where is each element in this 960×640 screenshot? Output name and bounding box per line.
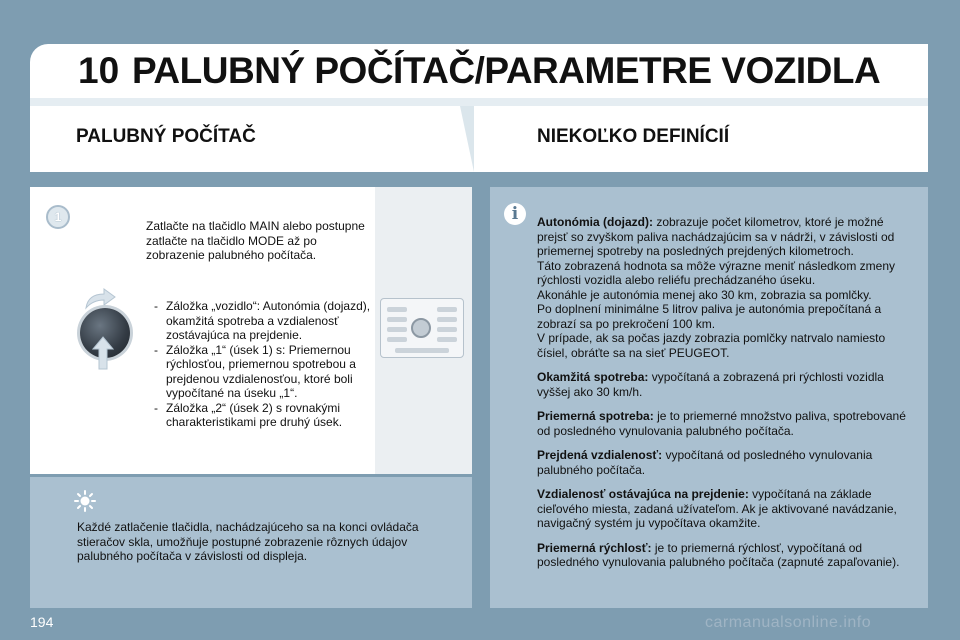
- list-item: - Záložka „2“ (úsek 2) s rovnakými charakteristikami pre druhý úsek.: [146, 401, 371, 430]
- definition-average-consumption: [537, 409, 917, 438]
- turn-arrow-icon: [84, 288, 116, 310]
- definition-term: Autonómia (dojazd):: [537, 215, 653, 229]
- definition-text: vypočítaná na základe cieľového miesta, zadaná užívateľom. Ak je aktivované navádzanie, navigačný systém ju vypočítava okamžite.: [537, 487, 897, 530]
- definition-remaining-distance: [537, 487, 917, 531]
- list-item: - Záložka „vozidlo“: Autonómia (dojazd), okamžitá spotreba a vzdialenosť zostávajúca na prejdenie.: [146, 299, 371, 343]
- step-badge: 1: [46, 205, 70, 229]
- definition-note: Táto zobrazená hodnota sa môže výrazne meniť následkom zmeny rýchlosti vozidla alebo reliéfu prechádzaného úseku.: [537, 258, 896, 287]
- page-number: 194: [30, 614, 54, 630]
- right-section-heading: NIEKOĽKO DEFINÍCIÍ: [537, 126, 730, 147]
- step-list: [146, 299, 371, 430]
- info-icon: i: [504, 203, 526, 225]
- page-title: PALUBNÝ POČÍTAČ/PARAMETRE VOZIDLA: [132, 50, 881, 91]
- definition-term: Priemerná rýchlosť:: [537, 540, 652, 555]
- tip-text: Každé zatlačenie tlačidla, nachádzajúceho sa na konci ovládača stieračov skla, umožňuje postupné zobrazenie rôznych údajov palubného počítača v závislosti od displeja.: [77, 520, 419, 563]
- push-arrow-icon: [92, 336, 114, 370]
- definition-note: Akonáhle je autonómia menej ako 30 km, zobrazia sa pomlčky.: [537, 287, 872, 302]
- definition-term: Okamžitá spotreba:: [537, 370, 649, 384]
- definition-term: Vzdialenosť ostávajúca na prejdenie:: [537, 487, 749, 501]
- subheader-divider: [460, 106, 474, 172]
- definition-note: V prípade, ak sa počas jazdy zobrazia pomlčky natrvalo namiesto čísiel, obráťte sa na sieť PEUGEOT.: [537, 331, 886, 360]
- definition-text: zobrazuje počet kilometrov, ktoré je možné prejsť so zvyškom paliva nachádzajúcim sa v nádrži, v závislosti od priemernej spotreby na posledných prejdených kilometroch.: [537, 215, 895, 258]
- tip-sun-icon: [74, 490, 96, 512]
- step-intro-text: Zatlačte na tlačidlo MAIN alebo postupne zatlačte na tlačidlo MODE až po zobrazenie palubného počítača.: [146, 219, 365, 262]
- definition-instant-consumption: [537, 370, 917, 399]
- definition-autonomy: [537, 215, 917, 360]
- left-section-heading: PALUBNÝ POČÍTAČ: [76, 126, 256, 147]
- radio-knob-icon: [411, 318, 431, 338]
- list-item: - Záložka „1“ (úsek 1) s: Priemernou rýchlosťou, priemernou spotrebou a prejdenou vzdialenosťou, ktoré boli vypočítané na úseku „1“.: [146, 343, 371, 401]
- title-stripe: [30, 98, 928, 106]
- definition-note: Po doplnení minimálne 5 litrov paliva je autonómia prepočítaná a zobrazí sa po prekročení 100 km.: [537, 302, 882, 331]
- definition-term: Priemerná spotreba:: [537, 409, 654, 423]
- radio-panel-icon: [380, 298, 464, 358]
- definition-text: je to priemerná rýchlosť, vypočítaná od posledného vynulovania palubného počítača (zapnuté zapaľovanie).: [537, 540, 900, 569]
- definition-distance-travelled: [537, 448, 917, 477]
- definition-list: [537, 215, 917, 580]
- chapter-number: 10: [78, 50, 120, 91]
- definition-text: vypočítaná a zobrazená pri rýchlosti vozidla vyššej ako 30 km/h.: [537, 370, 884, 399]
- definition-text: je to priemerné množstvo paliva, spotrebované od posledného vynulovania palubného počítača.: [537, 409, 906, 438]
- definition-average-speed: [537, 541, 917, 570]
- watermark: carmanualsonline.info: [705, 614, 872, 631]
- definition-text: vypočítaná od posledného vynulovania palubného počítača.: [537, 448, 873, 477]
- definition-term: Prejdená vzdialenosť:: [537, 448, 663, 462]
